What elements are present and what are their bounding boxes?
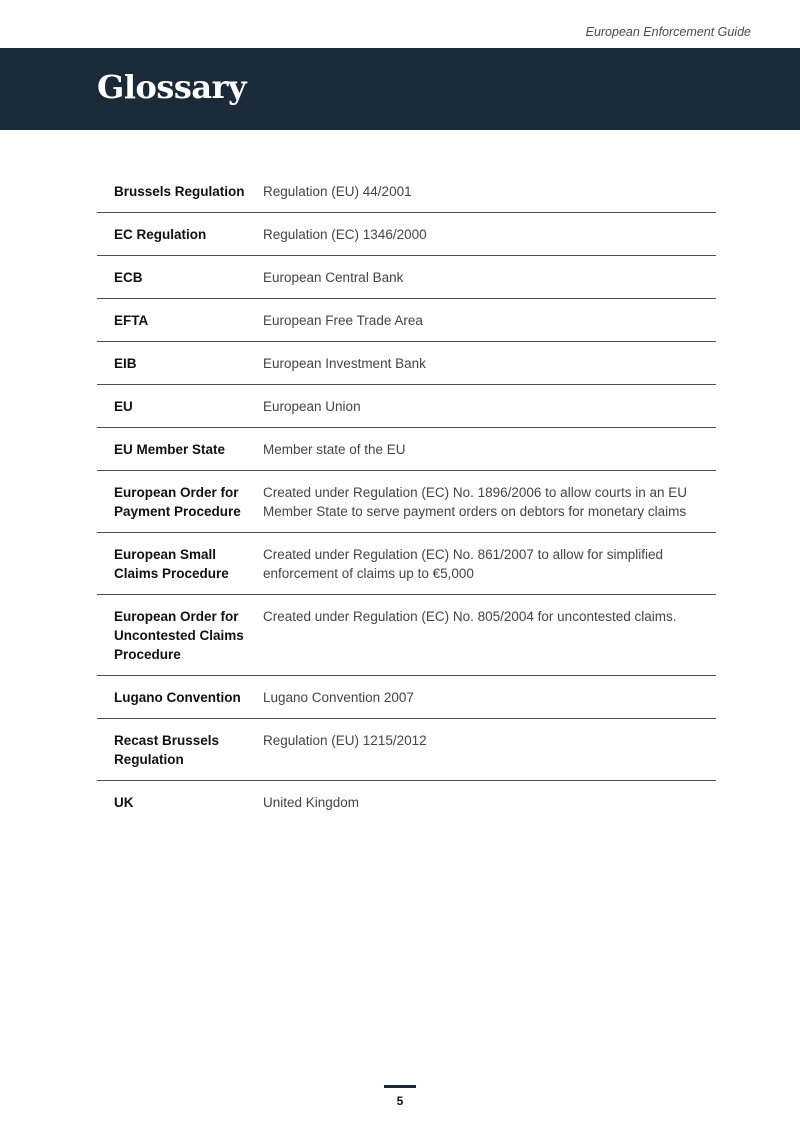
glossary-term: Lugano Convention	[114, 690, 241, 705]
glossary-definition: Created under Regulation (EC) No. 861/2007 to allow for simplified enforcement of claims up to €5,000	[263, 547, 663, 581]
glossary-term: European Small Claims Procedure	[114, 547, 229, 581]
glossary-row	[97, 385, 716, 428]
glossary-term: European Order for Uncontested Claims Procedure	[114, 609, 244, 662]
glossary-term: EFTA	[114, 313, 149, 328]
running-header: European Enforcement Guide	[585, 25, 751, 39]
glossary-definition: United Kingdom	[263, 795, 360, 810]
glossary-row	[97, 170, 716, 213]
glossary-definition: Regulation (EU) 1215/2012	[263, 733, 427, 748]
glossary-term: EU Member State	[114, 442, 226, 457]
glossary-definition: Lugano Convention 2007	[263, 690, 414, 705]
page-number-rule	[384, 1085, 416, 1088]
title-band	[0, 48, 800, 130]
glossary-definition: European Free Trade Area	[263, 313, 423, 328]
glossary-definition: Created under Regulation (EC) No. 1896/2006 to allow courts in an EU Member State to serve payment orders on debtors for monetary claims	[263, 485, 687, 519]
glossary-definition: European Central Bank	[263, 270, 404, 285]
glossary-row	[97, 595, 716, 676]
glossary-row	[97, 428, 716, 471]
glossary-row	[97, 533, 716, 595]
glossary-definition: Created under Regulation (EC) No. 805/2004 for uncontested claims.	[263, 609, 677, 624]
page-footer	[384, 1085, 416, 1108]
page-title: Glossary	[97, 68, 247, 106]
glossary-table	[97, 170, 716, 823]
glossary-term: EU	[114, 399, 133, 414]
glossary-term: EC Regulation	[114, 227, 207, 242]
glossary-row	[97, 256, 716, 299]
glossary-definition: European Investment Bank	[263, 356, 426, 371]
glossary-term: EIB	[114, 356, 137, 371]
glossary-definition: Member state of the EU	[263, 442, 406, 457]
glossary-row	[97, 781, 716, 823]
glossary-term: UK	[114, 795, 134, 810]
glossary-row	[97, 719, 716, 781]
glossary-term: Recast Brussels Regulation	[114, 733, 220, 767]
glossary-term: Brussels Regulation	[114, 184, 245, 199]
glossary-row	[97, 676, 716, 719]
glossary-row	[97, 342, 716, 385]
glossary-term: ECB	[114, 270, 143, 285]
glossary-row	[97, 213, 716, 256]
glossary-term: European Order for Payment Procedure	[114, 485, 241, 519]
page-number: 5	[396, 1094, 404, 1108]
glossary-row	[97, 471, 716, 533]
glossary-definition: European Union	[263, 399, 361, 414]
glossary-definition: Regulation (EU) 44/2001	[263, 184, 412, 199]
glossary-definition: Regulation (EC) 1346/2000	[263, 227, 427, 242]
glossary-row	[97, 299, 716, 342]
